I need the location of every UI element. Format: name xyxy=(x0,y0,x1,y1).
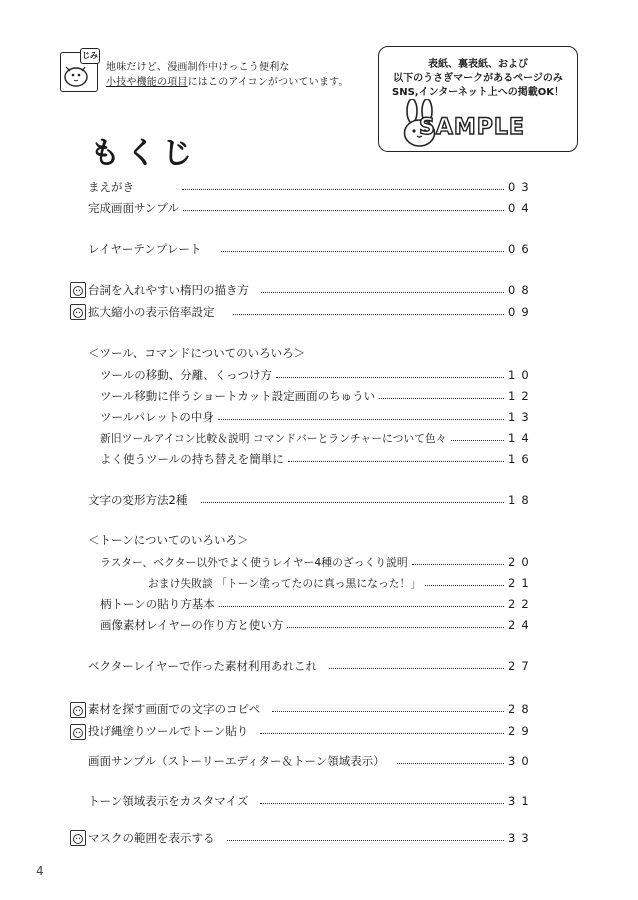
toc-entry[interactable] xyxy=(100,450,534,468)
toc-entry-page: 30 xyxy=(508,754,535,768)
toc-leader-dots xyxy=(287,627,504,628)
toc-entry-label: 投げ縄塗りツールでトーン貼り xyxy=(88,724,249,738)
toc-leader-dots xyxy=(412,564,504,565)
toc-entry[interactable] xyxy=(88,700,534,718)
toc-entry[interactable] xyxy=(88,199,534,217)
toc-entry-page: 12 xyxy=(508,389,535,403)
page-number: 4 xyxy=(36,864,44,878)
toc-entry-label: 文字の変形方法2種 xyxy=(88,493,188,507)
toc-entry-page: 10 xyxy=(508,368,535,382)
toc-entry[interactable] xyxy=(88,303,534,321)
jimi-tip-icon xyxy=(70,830,86,846)
toc-entry-label: よく使うツールの持ち替えを簡単に xyxy=(100,452,284,466)
legend-line-2 xyxy=(106,75,349,90)
toc-entry-page: 31 xyxy=(508,794,535,808)
toc-entry-label: まえがき xyxy=(88,180,134,194)
toc-leader-dots xyxy=(218,419,504,420)
toc-entry-label: 完成画面サンプル xyxy=(88,201,179,215)
toc-leader-dots xyxy=(221,251,504,252)
jimi-tip-icon xyxy=(70,724,86,740)
toc-entry-label: 新旧ツールアイコン比較＆説明 コマンドバーとランチャーについて色々 xyxy=(100,431,447,445)
toc-entry-page: 29 xyxy=(508,724,535,738)
toc-entry[interactable] xyxy=(88,752,534,770)
toc-leader-dots xyxy=(288,461,504,462)
toc-entry[interactable] xyxy=(88,281,534,299)
toc-entry-page: 24 xyxy=(508,618,535,632)
toc-entry-page: 13 xyxy=(508,410,535,424)
toc-entry-label: ツール移動に伴うショートカット設定画面のちゅうい xyxy=(100,389,376,403)
toc-entry[interactable] xyxy=(88,240,534,258)
jimi-tip-icon xyxy=(70,702,86,718)
section-heading-tones: ＜トーンについてのいろいろ＞ xyxy=(88,533,249,547)
toc-entry-label: 画像素材レイヤーの作り方と使い方 xyxy=(100,618,284,632)
toc-leader-dots xyxy=(183,210,504,211)
toc-entry-label: 柄トーンの貼り方基本 xyxy=(100,597,215,611)
toc-leader-dots xyxy=(425,585,504,586)
toc-leader-dots xyxy=(397,763,504,764)
toc-entry-label: 画面サンプル（ストーリーエディター＆トーン領域表示） xyxy=(88,754,385,768)
toc-leader-dots xyxy=(451,440,504,441)
jimi-tip-icon xyxy=(70,282,86,298)
toc-entry-label: 台詞を入れやすい楕円の描き方 xyxy=(88,283,249,297)
toc-entry-page: 08 xyxy=(508,283,535,297)
toc-entry-label: 拡大縮小の表示倍率設定 xyxy=(88,305,215,319)
toc-entry-label: おまけ失敗談 「トーン塗ってたのに真っ黒になった！」 xyxy=(148,576,422,590)
toc-entry[interactable] xyxy=(148,574,534,592)
toc-entry-label: ラスター、ベクター以外でよく使うレイヤー4種のざっくり説明 xyxy=(100,555,408,569)
toc-entry-label: ツールパレットの中身 xyxy=(100,410,214,424)
toc-entry-page: 27 xyxy=(508,659,535,673)
legend-underlined-phrase: 小技や機能の項目 xyxy=(106,77,188,88)
permission-line-2: 以下のうさぎマークがあるページのみ xyxy=(393,73,563,84)
toc-entry-page: 18 xyxy=(508,493,535,507)
toc-leader-dots xyxy=(260,803,504,804)
sample-stamp-text: SAMPLE xyxy=(419,115,525,140)
legend-line-2-rest: にはこのアイコンがついています。 xyxy=(187,77,349,88)
toc-entry-page: 22 xyxy=(508,597,535,611)
toc-leader-dots xyxy=(261,292,504,293)
toc-leader-dots xyxy=(260,733,504,734)
toc-entry-label: マスクの範囲を表示する xyxy=(88,831,215,845)
toc-entry[interactable] xyxy=(100,553,534,571)
toc-entry[interactable] xyxy=(88,722,534,740)
toc-entry-page: 04 xyxy=(508,201,535,215)
toc-title: もくじ xyxy=(90,136,198,171)
toc-entry-label: トーン領域表示をカスタマイズ xyxy=(88,794,249,808)
toc-leader-dots xyxy=(219,606,504,607)
toc-entry-page: 21 xyxy=(508,576,535,590)
toc-leader-dots xyxy=(272,711,504,712)
toc-entry[interactable] xyxy=(100,408,534,426)
toc-entry[interactable] xyxy=(88,792,534,810)
toc-entry-label: ベクターレイヤーで作った素材利用あれこれ xyxy=(88,659,317,673)
sns-permission-box xyxy=(378,46,578,152)
toc-leader-dots xyxy=(329,668,504,669)
legend-line-1: 地味だけど、漫画制作中けっこう便利な xyxy=(106,62,290,73)
toc-leader-dots xyxy=(182,189,504,190)
toc-entry[interactable] xyxy=(100,387,534,405)
toc-leader-dots xyxy=(379,398,504,399)
toc-entry-page: 28 xyxy=(508,702,535,716)
toc-entry[interactable] xyxy=(100,595,534,613)
jimi-badge: じみ xyxy=(80,48,100,64)
toc-entry[interactable] xyxy=(88,178,534,196)
toc-entry-page: 20 xyxy=(508,555,535,569)
toc-entry-label: レイヤーテンプレート xyxy=(88,242,202,256)
toc-entry-page: 03 xyxy=(508,180,535,194)
toc-entry-label: ツールの移動、分離、くっつけ方 xyxy=(100,368,273,382)
toc-entry-page: 14 xyxy=(508,431,535,445)
permission-line-1: 表紙、裏表紙、および xyxy=(428,59,528,70)
toc-entry[interactable] xyxy=(88,829,534,847)
toc-entry-page: 06 xyxy=(508,242,535,256)
icon-legend-note xyxy=(106,60,349,90)
section-heading-tools: ＜ツール、コマンドについてのいろいろ＞ xyxy=(88,346,306,360)
toc-entry-label: 素材を探す画面での文字のコピペ xyxy=(88,702,261,716)
jimi-tip-icon xyxy=(70,304,86,320)
toc-entry[interactable] xyxy=(100,616,534,634)
toc-leader-dots xyxy=(233,314,505,315)
toc-entry-page: 09 xyxy=(508,305,535,319)
toc-entry[interactable] xyxy=(88,657,534,675)
toc-entry[interactable] xyxy=(88,491,534,509)
permission-line-3: SNS,インターネット上への掲載OK！ xyxy=(392,87,564,98)
toc-entry-page: 16 xyxy=(508,452,535,466)
toc-leader-dots xyxy=(276,377,504,378)
toc-leader-dots xyxy=(227,840,505,841)
toc-entry[interactable] xyxy=(100,366,534,384)
toc-entry[interactable] xyxy=(100,429,534,447)
toc-entry-page: 33 xyxy=(508,831,535,845)
toc-leader-dots xyxy=(201,502,504,503)
